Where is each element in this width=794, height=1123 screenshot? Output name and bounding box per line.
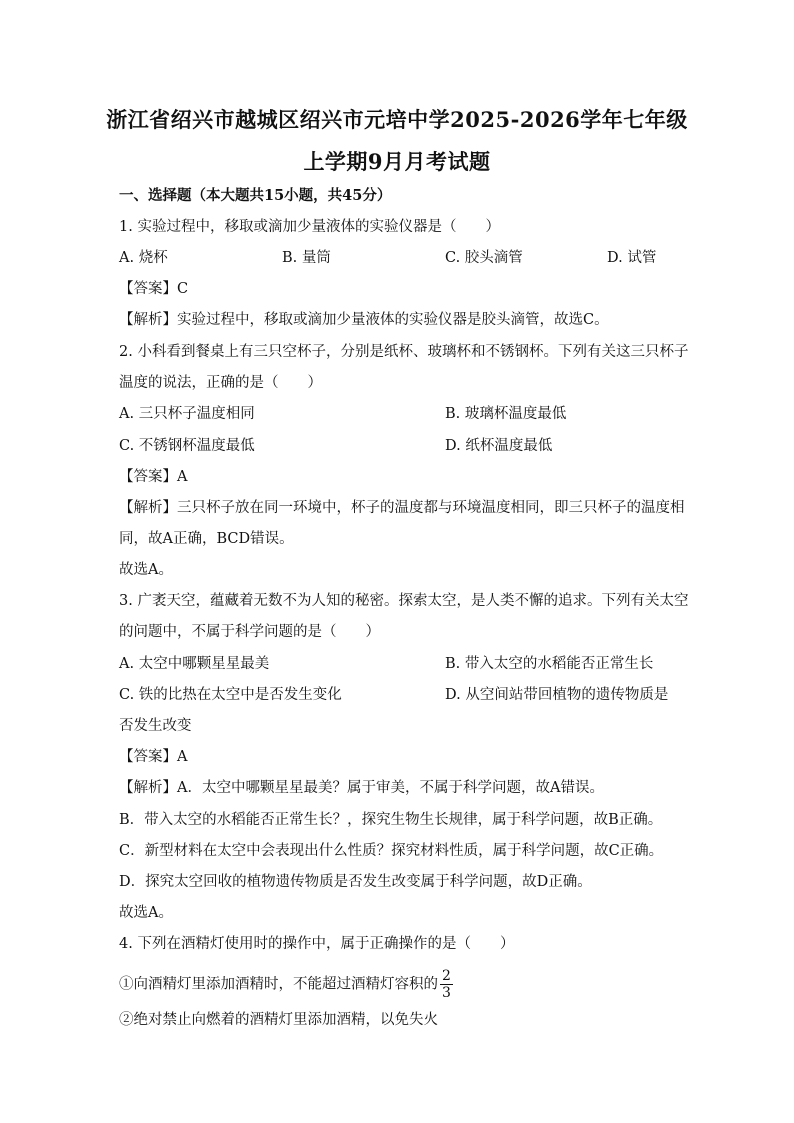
q2-option-d: D. 纸杯温度最低	[445, 438, 553, 454]
q3-stem-line2: 的问题中，不属于科学问题的是（ ）	[119, 624, 380, 640]
q4-item1	[119, 968, 453, 1001]
q4-stem: 4. 下列在酒精灯使用时的操作中，属于正确操作的是（ ）	[119, 936, 515, 952]
q3-stem-line1: 3. 广袤天空，蕴藏着无数不为人知的秘密。探索太空，是人类不懈的追求。下列有关太空	[119, 593, 689, 609]
q1-option-b: B. 量筒	[282, 250, 331, 266]
q3-conclusion: 故选A。	[119, 905, 173, 921]
q4-item2: ②绝对禁止向燃着的酒精灯里添加酒精，以免失火	[119, 1012, 438, 1028]
q3-option-b: B. 带入太空的水稻能否正常生长	[445, 656, 654, 672]
q3-option-d: D. 从空间站带回植物的遗传物质是	[445, 687, 669, 703]
doc-title-line1: 浙江省绍兴市越城区绍兴市元培中学2025-2026学年七年级	[106, 107, 688, 132]
q2-stem-line2: 温度的说法，正确的是（ ）	[119, 375, 322, 391]
q1-option-a: A. 烧杯	[119, 250, 168, 266]
q3-option-c: C. 铁的比热在太空中是否发生变化	[119, 687, 342, 703]
q2-option-b: B. 玻璃杯温度最低	[445, 406, 567, 422]
q1-option-c: C. 胶头滴管	[445, 250, 523, 266]
q3-analysis-line2: B．带入太空的水稻能否正常生长？，探究生物生长规律，属于科学问题，故B正确。	[119, 812, 663, 828]
fraction-numerator: 2	[442, 968, 451, 984]
q3-option-a: A. 太空中哪颗星星最美	[119, 656, 270, 672]
fraction-denominator: 3	[442, 985, 451, 1001]
q2-stem-line1: 2. 小科看到餐桌上有三只空杯子，分别是纸杯、玻璃杯和不锈钢杯。下列有关这三只杯子	[119, 344, 689, 360]
q2-analysis-line1: 【解析】三只杯子放在同一环境中，杯子的温度都与环境温度相同，即三只杯子的温度相	[119, 500, 685, 516]
q1-option-d: D. 试管	[607, 250, 657, 266]
q3-answer: 【答案】A	[119, 749, 188, 765]
fraction	[440, 968, 453, 1001]
q1-analysis: 【解析】实验过程中，移取或滴加少量液体的实验仪器是胶头滴管，故选C。	[119, 312, 609, 328]
q2-option-c: C. 不锈钢杯温度最低	[119, 438, 255, 454]
q2-conclusion: 故选A。	[119, 562, 173, 578]
q2-option-a: A. 三只杯子温度相同	[119, 406, 255, 422]
q3-analysis-line4: D．探究太空回收的植物遗传物质是否发生改变属于科学问题，故D正确。	[119, 874, 592, 890]
q1-answer: 【答案】C	[119, 281, 189, 297]
q1-stem: 1. 实验过程中，移取或滴加少量液体的实验仪器是（ ）	[119, 219, 500, 235]
q4-item1-text: ①向酒精灯里添加酒精时，不能超过酒精灯容积的	[119, 976, 438, 993]
q2-answer: 【答案】A	[119, 469, 188, 485]
q3-analysis-line3: C．新型材料在太空中会表现出什么性质？探究材料性质，属于科学问题，故C正确。	[119, 843, 664, 859]
q3-analysis-line1: 【解析】A．太空中哪颗星星最美？属于审美，不属于科学问题，故A错误。	[119, 780, 604, 796]
section-heading: 一、选择题（本大题共15小题，共45分）	[119, 187, 392, 204]
q3-option-d-continued: 否发生改变	[119, 718, 192, 734]
q2-analysis-line2: 同，故A正确，BCD错误。	[119, 531, 294, 547]
doc-title-line2: 上学期9月月考试题	[303, 149, 491, 174]
